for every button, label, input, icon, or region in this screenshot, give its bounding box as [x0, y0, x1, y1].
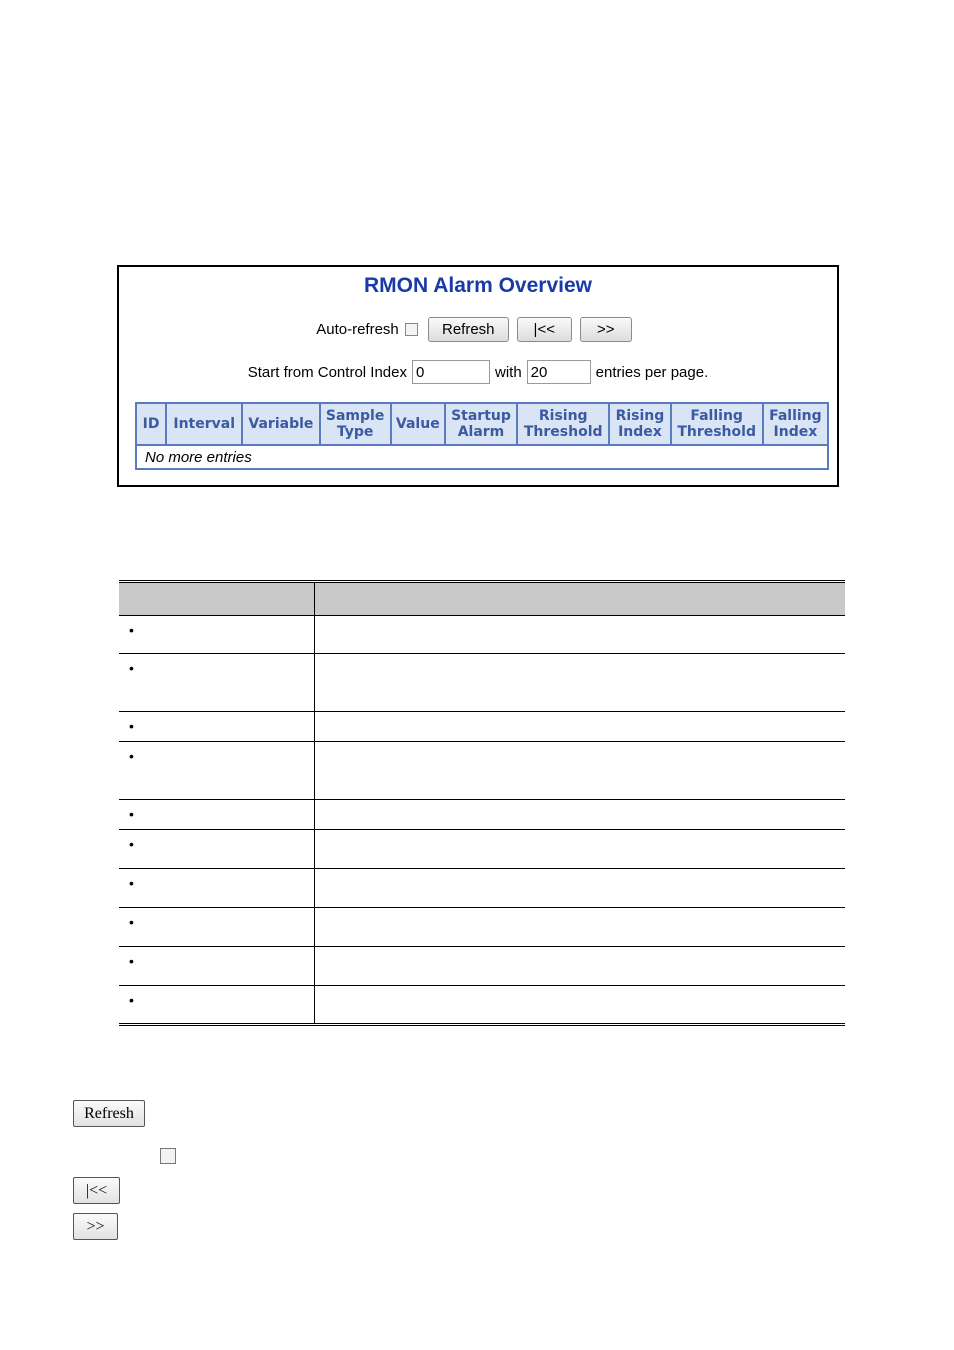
- bullet-icon: •: [129, 836, 134, 852]
- start-index-label: Start from Control Index: [247, 363, 407, 381]
- description-row: [119, 742, 845, 800]
- page-title: RMON Alarm Overview: [364, 274, 592, 297]
- column-header-label: Interval: [173, 416, 235, 432]
- description-object-cell: [119, 908, 315, 947]
- rmon-alarm-panel: [117, 265, 839, 487]
- column-header-label: Value: [395, 416, 440, 432]
- description-row: [119, 616, 845, 654]
- description-object-cell: [119, 986, 315, 1025]
- legend-first-page-button[interactable]: |<<: [73, 1177, 120, 1204]
- description-text-cell: [315, 742, 846, 800]
- column-header-label: Alarm: [457, 424, 505, 440]
- description-text-cell: [315, 616, 846, 654]
- description-row: [119, 869, 845, 908]
- description-row: [119, 986, 845, 1025]
- column-header-label: Rising: [615, 408, 665, 424]
- empty-message: No more entries: [136, 445, 828, 469]
- column-header-label: Sample: [325, 408, 385, 424]
- description-header-description: [315, 582, 846, 616]
- column-header: [320, 403, 391, 445]
- description-object-cell: [119, 654, 315, 712]
- description-header-object: [119, 582, 315, 616]
- column-header-label: Threshold: [677, 424, 756, 440]
- column-header: [391, 403, 445, 445]
- description-object-cell: [119, 947, 315, 986]
- refresh-button[interactable]: Refresh: [428, 317, 509, 342]
- description-object-cell: [119, 869, 315, 908]
- column-header: [671, 403, 763, 445]
- bullet-icon: •: [129, 718, 134, 734]
- entries-per-page-input[interactable]: [527, 360, 591, 384]
- column-header: [136, 403, 166, 445]
- bullet-icon: •: [129, 914, 134, 930]
- column-header: [609, 403, 670, 445]
- start-index-input[interactable]: [412, 360, 490, 384]
- column-header-label: ID: [142, 416, 160, 432]
- entries-suffix-label: entries per page.: [595, 363, 709, 381]
- auto-refresh-label: Auto-refresh: [316, 321, 399, 338]
- toolbar: [119, 317, 837, 342]
- description-text-cell: [315, 830, 846, 869]
- bullet-icon: •: [129, 875, 134, 891]
- description-text-cell: [315, 947, 846, 986]
- first-page-button[interactable]: |<<: [517, 317, 572, 342]
- column-header-label: Threshold: [523, 424, 603, 440]
- column-header-label: Index: [618, 424, 662, 440]
- legend-refresh-button[interactable]: Refresh: [73, 1100, 145, 1127]
- table-row: [136, 445, 828, 469]
- with-label: with: [494, 363, 522, 381]
- bullet-icon: •: [129, 622, 134, 638]
- next-page-button[interactable]: >>: [580, 317, 632, 342]
- description-object-cell: [119, 800, 315, 830]
- bullet-icon: •: [129, 953, 134, 969]
- table-header-row: [136, 403, 828, 445]
- description-object-cell: [119, 712, 315, 742]
- description-row: [119, 908, 845, 947]
- legend-auto-refresh-checkbox[interactable]: [160, 1148, 176, 1164]
- description-text-cell: [315, 908, 846, 947]
- column-header-label: Variable: [248, 416, 314, 432]
- description-text-cell: [315, 654, 846, 712]
- column-header: [517, 403, 609, 445]
- description-table: [119, 580, 845, 1026]
- description-object-cell: [119, 616, 315, 654]
- description-row: [119, 712, 845, 742]
- description-row: [119, 947, 845, 986]
- column-header: [763, 403, 828, 445]
- bullet-icon: •: [129, 748, 134, 764]
- column-header-label: Rising: [538, 408, 588, 424]
- description-text-cell: [315, 712, 846, 742]
- alarm-table: [135, 402, 829, 470]
- description-row: [119, 654, 845, 712]
- legend-next-page-button[interactable]: >>: [73, 1213, 118, 1240]
- description-text-cell: [315, 800, 846, 830]
- bullet-icon: •: [129, 992, 134, 1008]
- column-header-label: Type: [336, 424, 374, 440]
- description-text-cell: [315, 869, 846, 908]
- description-row: [119, 800, 845, 830]
- column-header: [242, 403, 319, 445]
- column-header-label: Falling: [769, 408, 822, 424]
- column-header: [445, 403, 517, 445]
- column-header: [166, 403, 242, 445]
- description-row: [119, 830, 845, 869]
- description-object-cell: [119, 830, 315, 869]
- paging-row: [119, 360, 837, 384]
- bullet-icon: •: [129, 660, 134, 676]
- description-header-row: [119, 582, 845, 616]
- description-object-cell: [119, 742, 315, 800]
- auto-refresh-checkbox[interactable]: [405, 323, 418, 336]
- column-header-label: Startup: [451, 408, 511, 424]
- column-header-label: Index: [773, 424, 818, 440]
- bullet-icon: •: [129, 806, 134, 822]
- description-text-cell: [315, 986, 846, 1025]
- column-header-label: Falling: [690, 408, 743, 424]
